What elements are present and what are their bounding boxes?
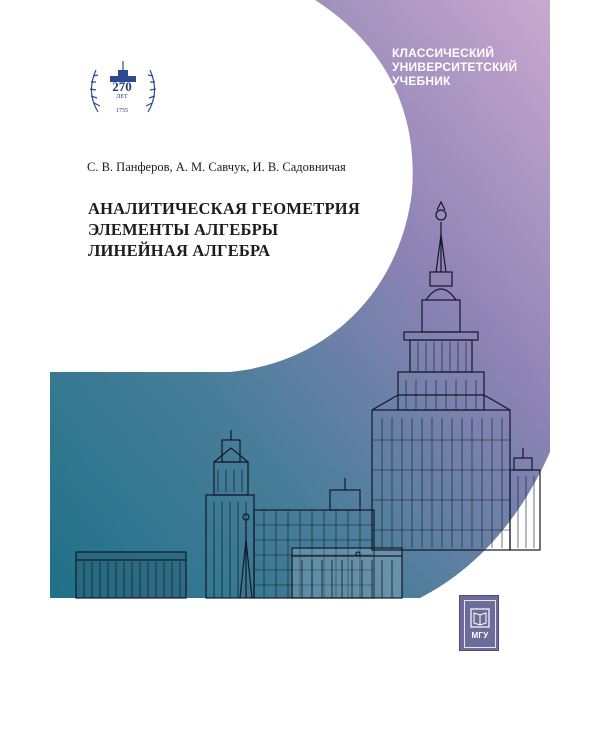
title-line-1: АНАЛИТИЧЕСКАЯ ГЕОМЕТРИЯ xyxy=(88,199,360,218)
series-label xyxy=(392,46,542,88)
series-line-1: КЛАССИЧЕСКИЙ xyxy=(392,46,495,60)
title-line-2: ЭЛЕМЕНТЫ АЛГЕБРЫ xyxy=(88,220,279,239)
book-icon xyxy=(465,603,495,631)
series-line-2: УНИВЕРСИТЕТСКИЙ xyxy=(392,60,518,74)
jubilee-years: 1755 xyxy=(116,108,128,114)
publisher-logo xyxy=(459,595,499,651)
jubilee-word: ЛЕТ xyxy=(116,94,128,100)
authors: С. В. Панферов, А. М. Савчук, И. В. Садовничая xyxy=(87,160,346,174)
title-line-3: ЛИНЕЙНАЯ АЛГЕБРА xyxy=(88,241,271,260)
publisher-logo-frame xyxy=(464,600,496,648)
book-title xyxy=(88,198,388,261)
jubilee-number: 270 xyxy=(112,79,132,94)
jubilee-logo xyxy=(90,58,154,122)
publisher-name: МГУ xyxy=(471,631,489,640)
series-line-3: УЧЕБНИК xyxy=(392,74,451,88)
